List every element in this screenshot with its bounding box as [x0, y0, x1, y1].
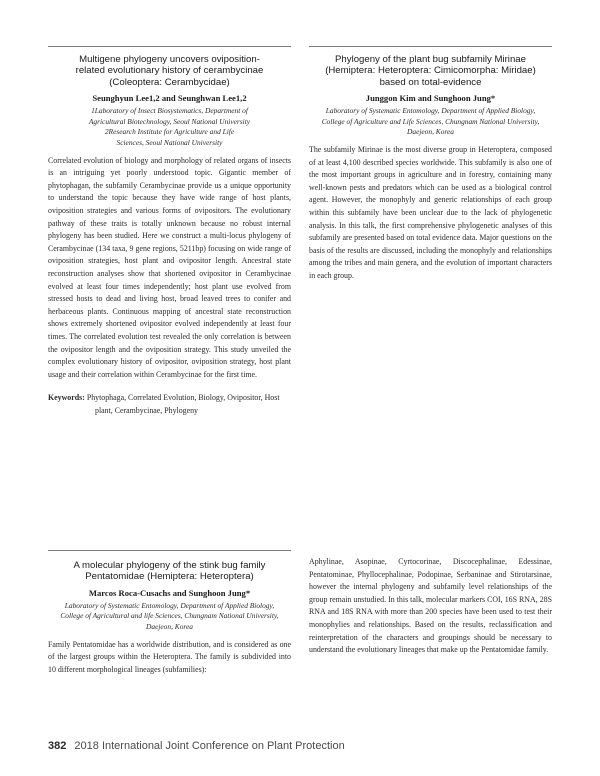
abstract-1	[48, 54, 291, 417]
abstract-1-body: Correlated evolution of biology and morphology of related organs of insects is an intriguing yet poorly understood topic. Gigantic member of phytophagan, the subfamily Cerambycinae provide us a unique opportunity to understand the topic because they have wide range of host plants, oviposition strategies and various forms of ovipositors. The evolutionary pathway of these traits is totally unknown because no robust internal phylogeny has been studied. Here we construct a multi-locus phylogeny of Cerambycinae (134 taxa, 9 gene regions, 5211bp) focusing on wide range of oviposition strategies, host plant and ovipositor length. Ancestral state reconstruction analyses show that shortened ovipositor in Cerambycinae evolved at least four times independently; host plant use evolved from stressed hosts to dead and living host, broad leaved trees to conifer and herbaceous plants. Continuous mapping of ancestral state reconstruction shows extremely shortened ovipositor evolved independently at least four times. The correlated evolution test revealed the only correlation is between the ovipositor length and the oviposition strategy. This study unveiled the complex evolutionary history of ovipositor, oviposition strategy, host plant usage and their correlation within Cerambycinae for the first time.	[48, 155, 291, 379]
abstract-3	[48, 560, 291, 676]
abstract-3-continued	[309, 556, 552, 657]
abstract-1-keywords	[48, 392, 291, 417]
abstract-1-affiliation-2: 2Research Institute for Agriculture and Life Sciences, Seoul National University	[104, 127, 235, 147]
keywords-label: Keywords:	[48, 393, 85, 403]
abstract-2-body: The subfamily Mirinae is the most diverse group in Heteroptera, composed of at least 4,100 described species worldwide. This subfamily is also one of the most important groups in agriculture and in forestry, containing many well-known pests and predators which can be used as a biological control agent. However, the monophyly and generic relationships of each group within this subfamily have been unclear due to the lack of phylogenetic analysis. In this talk, the first comprehensive phylogenetic analyses of this subfamily are presented based on total evidence data. Major questions on the basis of the results are discussed, including the monophyly and relationships among the tribes and main genera, and the evolution of important characters in each group.	[309, 145, 552, 280]
abstract-3-affiliation: Laboratory of Systematic Entomology, Department of Applied Biology, College of Agricultural and life Sciences, Chungnam National University, Daejeon, Korea	[60, 600, 279, 631]
abstract-1-title: Multigene phylogeny uncovers oviposition-related evolutionary history of cerambycinae (Coleoptera: Cerambycidae)	[75, 54, 264, 88]
abstract-2-affiliation: Laboratory of Systematic Entomology, Department of Applied Biology, College of Agriculture and Life Sciences, Chungnam National University, Daejeon, Korea	[321, 106, 540, 137]
middle-left-rule	[48, 550, 291, 551]
top-right-rule	[309, 46, 552, 47]
page-footer	[48, 740, 345, 752]
abstract-3-body-right: Aphylinae, Asopinae, Cyrtocorinae, Discocephalinae, Edessinae, Pentatominae, Phyllocephalinae, Podopinae, Serbaninae and Stirotarsinae, however the internal phylogeny and subfamily level relationships of the group remain unstudied. In this talk, molecular markers COI, 16S RNA, 28S RNA and 18S RNA with more than 200 species have been used to test their monophylies and relationships. Based on the results, reclassification and reinterpretation of the characters and groupings should be necessary to understand the evolutionary lineages that make up the Pentatomidae family.	[309, 557, 552, 655]
abstract-1-authors: Seunghyun Lee1,2 and Seunghwan Lee1,2	[92, 93, 247, 104]
conference-name: 2018 International Joint Conference on Plant Protection	[74, 740, 345, 752]
top-left-rule	[48, 46, 291, 47]
page-number: 382	[48, 740, 67, 752]
abstract-1-affiliations	[48, 106, 291, 148]
abstract-2	[309, 54, 552, 283]
abstract-1-affiliation-1: 1Laboratory of Insect Biosystematics, Department of Agricultural Biotechnology, Seoul National University	[88, 106, 251, 126]
abstract-3-body-left: Family Pentatomidae has a worldwide distribution, and is considered as one of the largest groups within the Heteroptera. The family is subdivided into 10 different morphological lineages (subfamilies):	[48, 639, 291, 674]
abstract-3-authors: Marcos Roca-Cusachs and Sunghoon Jung*	[88, 587, 251, 598]
keywords-list: Phytophaga, Correlated Evolution, Biology, Ovipositor, Host plant, Cerambycinae, Phylogeny	[86, 393, 280, 415]
abstract-2-title: Phylogeny of the plant bug subfamily Mirinae (Hemiptera: Heteroptera: Cimicomorpha: Miridae) based on total-evidence	[325, 54, 536, 88]
abstract-3-title: A molecular phylogeny of the stink bug family Pentatomidae (Hemiptera: Heteroptera)	[73, 560, 266, 583]
abstract-2-authors: Junggon Kim and Sunghoon Jung*	[365, 93, 496, 104]
